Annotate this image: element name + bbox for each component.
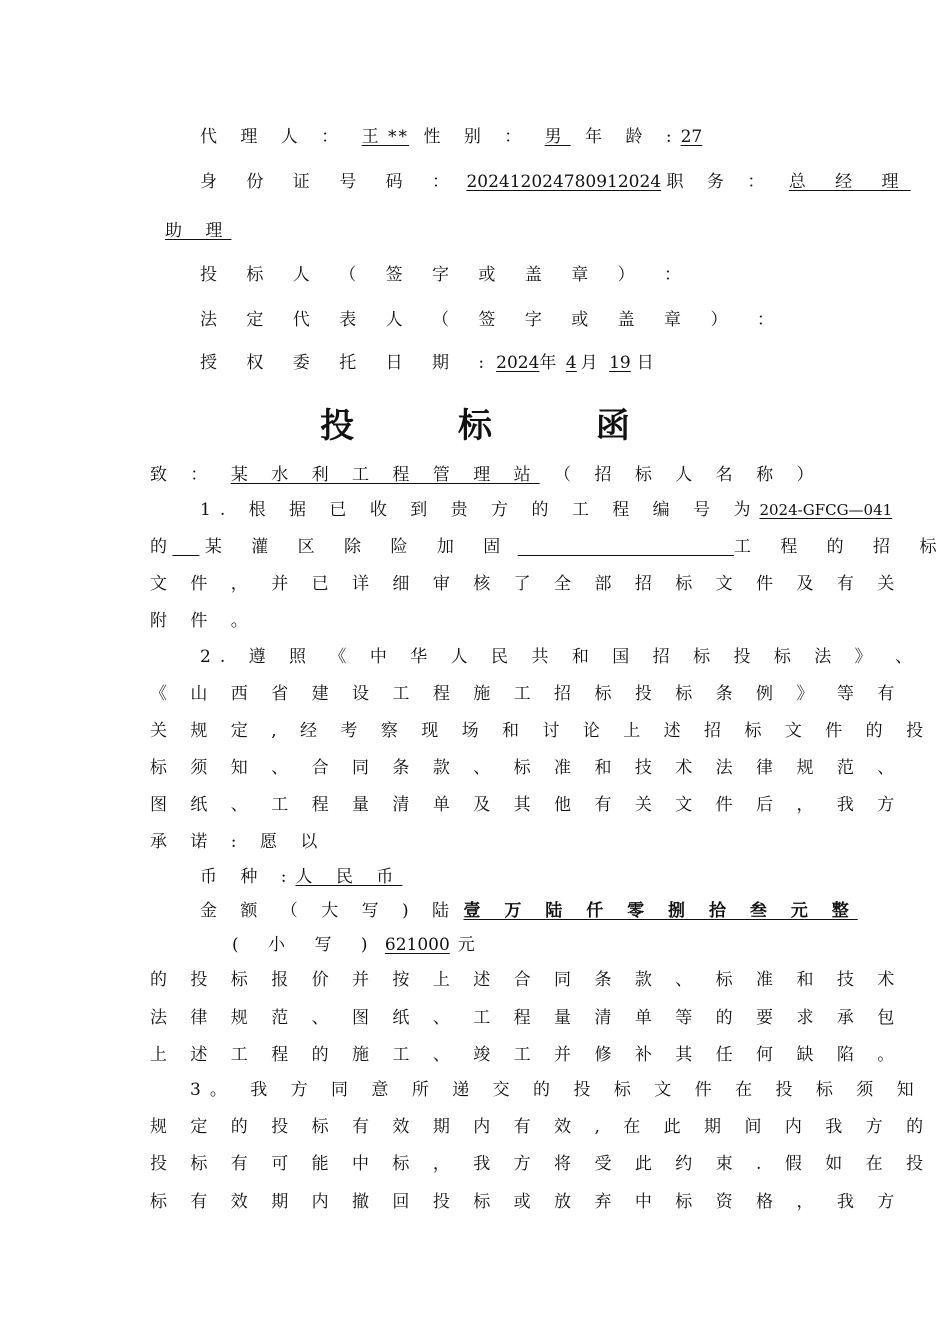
position-label: 职 务 ： [666,172,774,192]
position-value-2: 助 理 [165,221,232,241]
id-number: 202412024780912024 [466,172,662,192]
p2b-line-3: 上 述 工 程 的 施 工 、 竣 工 并 修 补 其 任 何 缺 陷 。 [150,1045,904,1065]
currency-label: 币 种 : [200,867,296,887]
amount-lower-line [232,934,475,956]
position-value-1: 总 经 理 [788,172,911,192]
p1-line-4: 附 件 。 [150,611,257,631]
position-line-2 [155,220,231,242]
title-char-2: 标 [458,406,492,446]
amount-lower-value: 621000 [384,935,450,955]
bidder-sign-line: 投 标 人 （ 签 字 或 盖 章 ） ： [200,265,694,285]
gender-label: 性 别 ： [423,127,531,147]
p2-line-2: 《 山 西 省 建 设 工 程 施 工 招 标 投 标 条 例 》 等 有 [150,684,904,704]
recipient-line [150,464,822,486]
project-blank [518,537,734,557]
currency-line [200,866,402,888]
p1-line-2-c: 工 程 的 招 标 [733,537,949,557]
p3-line-4: 标 有 效 期 内 撤 回 投 标 或 放 弃 中 标 资 格 ， 我 方 [150,1192,904,1212]
p3-line-3: 投 标 有 可 能 中 标 ， 我 方 将 受 此 约 束 . 假 如 在 投 [150,1154,933,1174]
age-label: 年 龄 : [585,127,681,147]
p2b-line-1: 的 投 标 报 价 并 按 上 述 合 同 条 款 、 标 准 和 技 术 [150,970,904,990]
p1-line-2-a: 的 [150,537,167,557]
p2b-line-2: 法 律 规 范 、 图 纸 、 工 程 量 清 单 等 的 要 求 承 包 [150,1008,904,1028]
p1-line-1 [200,499,893,521]
date-year: 2024 [496,353,540,373]
gender-value: 男 [544,127,571,147]
p2-line-4: 标 须 知 、 合 同 条 款 、 标 准 和 技 术 法 律 规 范 、 [150,758,904,778]
date-day-unit: 日 [636,353,654,373]
amount-lower-label: ( 小 写 ) [232,935,380,955]
date-month: 4 [565,353,577,373]
document-title [0,398,950,447]
recipient-prefix: 致 ： [150,465,217,485]
amount-upper-line [200,900,858,922]
p1-line-1-text: 1. 根 据 已 收 到 贵 方 的 工 程 编 号 为 [200,500,760,520]
title-char-3: 函 [595,406,630,446]
date-line [200,352,654,374]
project-code: 2024-GFCG—041 [759,501,893,519]
recipient-name: 某 水 利 工 程 管 理 站 [230,465,540,485]
id-label: 身 份 证 号 码 ： [200,172,462,192]
p2-line-5: 图 纸 、 工 程 量 清 单 及 其 他 有 关 文 件 后 ， 我 方 [150,795,904,815]
id-line [200,171,911,193]
agent-name: 王 ** [361,127,410,147]
p2-line-6: 承 诺 : 愿 以 [150,832,327,852]
currency-value: 人 民 币 [295,867,403,887]
p3-line-1: 3。 我 方 同 意 所 递 交 的 投 标 文 件 在 投 标 须 知 [190,1080,923,1100]
age-value: 27 [680,127,703,147]
agent-line [200,126,702,148]
p3-line-2: 规 定 的 投 标 有 效 期 内 有 效 , 在 此 期 间 内 我 方 的 [150,1117,933,1137]
agent-label: 代 理 人 ： [200,127,348,147]
amount-upper-value: 壹 万 陆 仟 零 捌 拾 叁 元 整 [463,901,858,921]
p1-line-2 [150,536,948,558]
date-month-unit: 月 [580,353,598,373]
date-day: 19 [609,353,631,373]
recipient-suffix: （ 招 标 人 名 称 ） [554,465,823,485]
amount-unit: 元 [457,935,475,955]
date-label: 授 权 委 托 日 期 : [200,353,497,373]
p2-line-1: 2. 遵 照 《 中 华 人 民 共 和 国 招 标 投 标 法 》 、 [200,647,922,667]
legal-rep-sign-line: 法 定 代 表 人 （ 签 字 或 盖 章 ） ： [200,310,786,330]
amount-upper-label: 金 额 （ 大 写 ) 陆 [200,901,459,921]
p1-line-3: 文 件 ， 并 已 详 细 审 核 了 全 部 招 标 文 件 及 有 关 [150,574,904,594]
title-char-1: 投 [320,406,355,446]
project-name: 某 灌 区 除 险 加 固 [204,537,513,557]
date-year-unit: 年 [539,353,557,373]
p2-line-3: 关 规 定 , 经 考 察 现 场 和 讨 论 上 述 招 标 文 件 的 投 [150,721,933,741]
